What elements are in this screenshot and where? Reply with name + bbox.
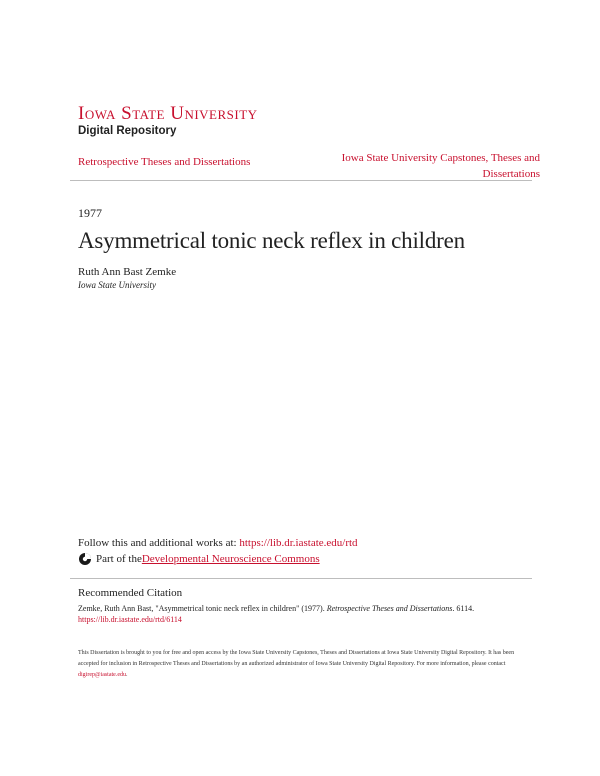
part-of-line: [78, 552, 320, 566]
parent-collection-link[interactable]: Iowa State University Capstones, Theses and Dissertations: [341, 152, 540, 180]
citation-divider: [70, 578, 532, 579]
logo-repository-name: Digital Repository: [78, 125, 177, 137]
citation-url-link[interactable]: https://lib.dr.iastate.edu/rtd/6114: [78, 615, 182, 624]
notice-end: .: [126, 672, 128, 678]
citation-number: . 6114.: [452, 604, 475, 613]
follow-label: Follow this and additional works at:: [78, 537, 240, 549]
citation-plain: Zemke, Ruth Ann Bast, "Asymmetrical tonic neck reflex in children" (1977).: [78, 604, 327, 613]
access-notice: [78, 648, 528, 681]
publication-year: 1977: [78, 206, 102, 220]
citation-series: Retrospective Theses and Dissertations: [326, 604, 453, 613]
author-affiliation: Iowa State University: [78, 280, 156, 290]
university-logo[interactable]: [78, 104, 258, 137]
header-divider: [70, 180, 532, 181]
bepress-commons-icon: [78, 552, 92, 566]
document-title: Asymmetrical tonic neck reflex in children: [78, 228, 465, 253]
contact-email-link[interactable]: digirep@iastate.edu: [78, 672, 127, 678]
recommended-citation-heading: Recommended Citation: [78, 587, 183, 599]
part-of-label: Part of the: [96, 553, 142, 565]
collection-link[interactable]: Retrospective Theses and Dissertations: [78, 156, 251, 168]
follow-line: [78, 537, 358, 549]
logo-university-name: Iowa State University: [78, 103, 258, 124]
follow-url-link[interactable]: https://lib.dr.iastate.edu/rtd: [239, 537, 358, 549]
author-name: Ruth Ann Bast Zemke: [78, 266, 177, 278]
notice-text: This Dissertation is brought to you for free and open access by the Iowa State University Capstones, Theses and Dissertations at Iowa State University Digital Repository. It has been accepted for inclusion in Retrospective Theses and Dissertations by an authorized administrator of Iowa State University Digital Repository. For more information, please contact: [78, 650, 515, 667]
citation-text: [78, 603, 518, 625]
commons-link[interactable]: Developmental Neuroscience Commons: [141, 553, 320, 565]
